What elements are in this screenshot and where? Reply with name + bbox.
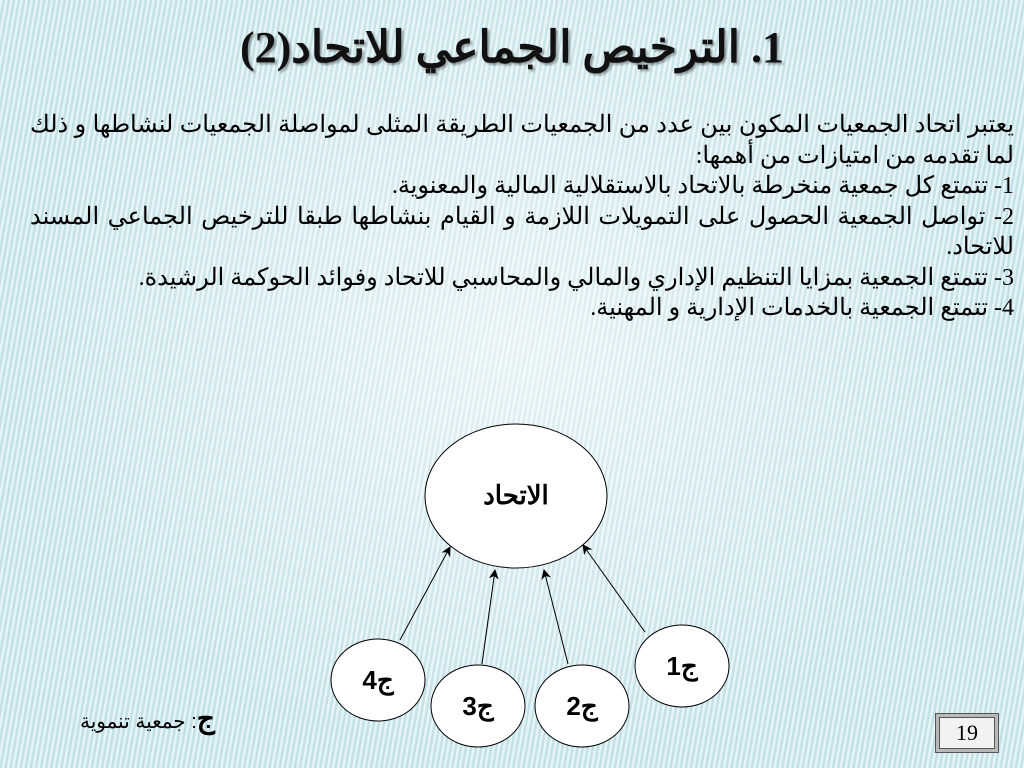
advantage-item-1: 1- تتمتع كل جمعية منخرطة بالاتحاد بالاستقلالية المالية والمعنوية. <box>391 173 1014 199</box>
advantage-item-3: 3- تتمتع الجمعية بمزايا التنظيم الإداري والمالي والمحاسبي للاتحاد وفوائد الحوكمة الرشيدة. <box>138 264 1014 291</box>
intro-paragraph: يعتبر اتحاد الجمعيات المكون بين عدد من الجمعيات الطريقة المثلى لمواصلة الجمعيات لنشاطها و ذلك لما تقدمه من امتيازات من أهمها: <box>30 112 1014 169</box>
legend-key: ج <box>196 703 215 734</box>
advantage-item-4: 4- تتمتع الجمعية بالخدمات الإدارية و المهنية. <box>590 295 1014 321</box>
arrow-node-3 <box>482 570 495 664</box>
slide-title: 1. الترخيص الجماعي للاتحاد(2) <box>240 23 784 72</box>
arrow-node-4 <box>400 547 450 640</box>
arrow-node-2 <box>544 570 568 664</box>
arrow-node-1 <box>583 545 645 632</box>
page-number: 19 <box>939 717 995 749</box>
node-2-label: ج2 <box>566 691 598 721</box>
advantage-item-2: 2- تواصل الجمعية الحصول على التمويلات اللازمة و القيام بنشاطها طبقا للترخيص الجماعي المسند للاتحاد. <box>30 203 1014 260</box>
node-3-label: ج3 <box>462 691 494 721</box>
node-1-label: ج1 <box>666 651 698 681</box>
center-node-label: الاتحاد <box>483 480 549 510</box>
legend-text: : جمعية تنموية <box>80 711 197 733</box>
node-4-label: ج4 <box>362 665 394 695</box>
page-number-box <box>935 713 999 753</box>
legend <box>80 702 215 735</box>
